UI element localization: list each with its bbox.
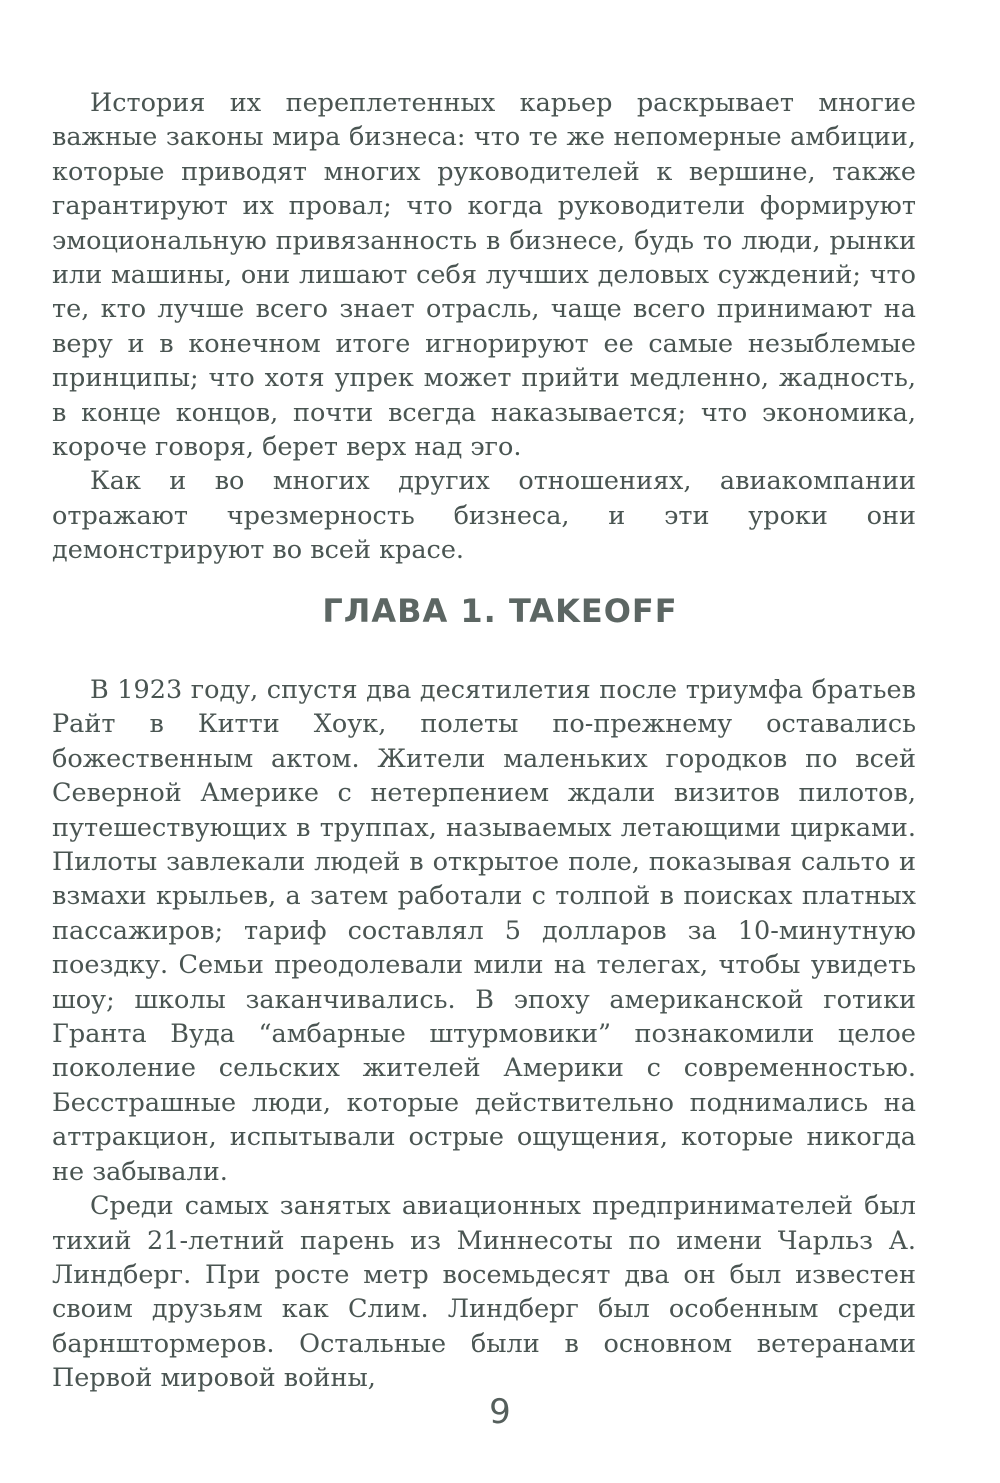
intro-paragraph-2: Как и во многих других отношениях, авиакомпании отражают чрезмерность бизнеса, и эти уроки они демонстрируют во всей красе. <box>52 466 916 566</box>
intro-text <box>52 86 916 568</box>
chapter-paragraph-2: Среди самых занятых авиационных предпринимателей был тихий 21-летний парень из Миннесоты по имени Чарльз А. Линдберг. При росте метр восемьдесят два он был известен своим друзьям как Слим. Линдберг был особенным среди барнштормеров. Остальные были в основном ветеранами Первой мировой войны, <box>52 1191 916 1394</box>
chapter-title: ГЛАВА 1. TAKEOFF <box>322 592 678 630</box>
page-number: 9 <box>489 1392 511 1432</box>
intro-paragraph-1: История их переплетенных карьер раскрывает многие важные законы мира бизнеса: что те же непомерные амбиции, которые приводят многих руководителей к вершине, также гарантируют их провал; что когда руководители формируют эмоциональную привязанность в бизнесе, будь то люди, рынки или машины, они лишают себя лучших деловых суждений; что те, кто лучше всего знает отрасль, чаще всего принимают на веру и в конечном итоге игнорируют ее самые незыблемые принципы; что хотя упрек может прийти медленно, жадность, в конце концов, почти всегда наказывается; что экономика, короче говоря, берет верх над эго. <box>52 88 916 463</box>
chapter-body-text <box>52 673 916 1396</box>
chapter-paragraph-1: В 1923 году, спустя два десятилетия после триумфа братьев Райт в Китти Хоук, полеты по-прежнему оставались божественным актом. Жители маленьких городков по всей Северной Америке с нетерпением ждали визитов пилотов, путешествующих в труппах, называемых летающими цирками. Пилоты завлекали людей в открытое поле, показывая сальто и взмахи крыльев, а затем работали с толпой в поисках платных пассажиров; тариф составлял 5 долларов за 10-минутную поездку. Семьи преодолевали мили на телегах, чтобы увидеть шоу; школы заканчивались. В эпоху американской готики Гранта Вуда “амбарные штурмовики” познакомили целое поколение сельских жителей Америки с современностью. Бесстрашные люди, которые действительно поднимались на аттракцион, испытывали острые ощущения, которые никогда не забывали. <box>52 675 916 1187</box>
